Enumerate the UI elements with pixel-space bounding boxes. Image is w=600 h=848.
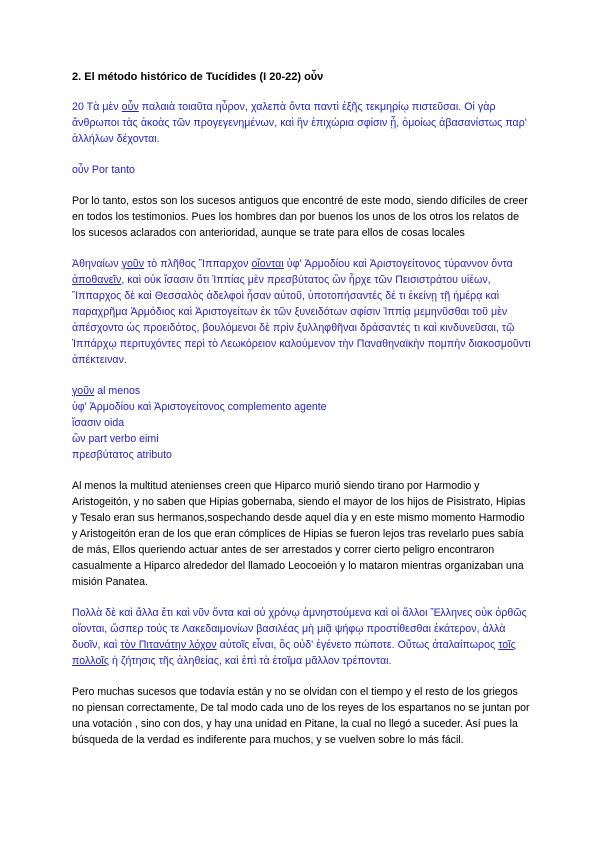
greek-passage-1 — [72, 99, 532, 147]
translation-1: Por lo tanto, estos son los sucesos antiguos que encontré de este modo, siendo difíciles de creer en todos los testimonios. Pues los hombres dan por buenos los unos de los otros los relatos de los sucesos aclarados con anterioridad, aunque se trate para ellos de cosas locales — [72, 195, 528, 239]
greek-passage-3-text-e: ἡ ζήτησις τῆς ἀληθείας, καὶ ἐπὶ τὰ ἑτοῖμα μᾶλλον τρέπονται. — [108, 655, 392, 667]
greek-passage-3-text-a: Πολλὰ δὲ καὶ ἄλλα ἔτι καὶ νῦν ὄντα καὶ οὐ χρόνῳ ἀμνηστούμενα καὶ οἱ ἄλλοι Ἕλληνες οὐκ ὀρθῶς οἴονται, ὥσπερ τούς τε Λακεδαιμονίων βασιλέας μὴ μιᾷ ψήφῳ προστίθεσθαι ἑκάτερον, ἀλλὰ δυοῖν, καὶ — [72, 607, 527, 651]
greek-passage-2-text-g: , καὶ οὐκ ἴσασιν ὅτι Ἱππίας μὲν πρεσβύτατος ὢν ἦρχε τῶν Πεισιστράτου υἱέων, Ἵππαρχος δὲ καὶ Θεσσαλὸς ἀδελφοὶ ἦσαν αὐτοῦ, ὑποτοπήσαντές δέ τι ἐκείνῃ τῇ ἡμέρᾳ καὶ παραχρῆμα Ἁρμόδιος καὶ Ἀριστογείτων ἐκ τῶν ξυνειδότων σφίσιν Ἱππίᾳ μεμηνῦσθαι τοῦ μὲν ἀπέσχοντο ὡς προειδότος, βουλόμενοι δὲ πρὶν ξυλληφθῆναι δράσαντές τι καὶ κινδυνεῦσαι, τῷ Ἱππάρχῳ περιτυχόντες περὶ τὸ Λεωκόρειον καλούμενον τὴν Παναθηναϊκὴν πομπὴν διακοσμοῦντι ἀπέκτειναν. — [72, 274, 531, 366]
greek-passage-2-text-e: ὑφ' Ἁρμοδίου καὶ Ἀριστογείτονος τύραννον ὄντα — [283, 258, 513, 270]
note-goun-term: γοῦν — [72, 385, 95, 397]
note-complemento-agente: ὑφ' Ἁρμοδίου καὶ Ἀριστογείτονος complemento agente — [72, 401, 327, 413]
underlined-apothanein: ἀποθανεῖν — [72, 274, 122, 286]
note-isasin: ἴσασιν oida — [72, 417, 125, 429]
grammar-notes — [72, 383, 532, 463]
underlined-tois-pollois: τοῖς πολλοῖς — [72, 639, 516, 667]
translation-2: Al menos la multitud atenienses creen que Hiparco murió siendo tirano por Harmodio y Aristogeitón, y no saben que Hipias gobernaba, siendo el mayor de los hijos de Pisistrato, Hipias y Tesalo eran sus hermanos,sospechando desde aquel día y en este mismo momento Harmodio y Aristogeitón eran de los que eran cómplices de Hipias se fueron lejos tras revelarlo pues sabía de más, Ellos queriendo actuar antes de ser arrestados y correr cierto peligro encontraron casualmente a Hiparco alrededor del llamado Leocoeión y lo mataron mientras organizaban una misión Panatea. — [72, 480, 526, 588]
greek-passage-1-text-c: παλαιὰ τοιαῦτα ηὗρον, χαλεπὰ ὄντα παντὶ ἑξῆς τεκμηρίῳ πιστεῦσαι. Οἱ γὰρ ἄνθρωποι τὰς ἀκοὰς τῶν προγεγενημένων, καὶ ἢν ἐπιχώρια σφίσιν ᾖ, ὁμοίως ἀβασανίστως παρ' ἀλλήλων δέχονται. — [72, 101, 527, 145]
greek-passage-3 — [72, 605, 532, 669]
greek-passage-1-text-a: 20 Τὰ μὲν — [72, 101, 122, 113]
translation-3: Pero muchas sucesos que todavía están y no se olvidan con el tiempo y el resto de los griegos no piensan correctamente, De tal modo cada uno de los reyes de los espartanos no se juntan por una votación , sino con dos, y hay una unidad en Pitane, la cual no llegó a suceder. Así pues la búsqueda de la verdad es indiferente para muchos, y se vuelven sobre lo más fácil. — [72, 686, 530, 746]
document-page — [72, 70, 532, 763]
note-goun-rest: al menos — [94, 385, 141, 397]
greek-passage-2 — [72, 256, 532, 368]
underlined-pitanaten-lochon: τὸν Πιτανάτην λόχον — [120, 639, 217, 651]
note-goun — [72, 383, 532, 399]
greek-passage-2-text-a: Ἀθηναίων — [72, 258, 122, 270]
note-on: ὢν part verbo eimi — [72, 433, 159, 445]
greek-passage-2-text-c: τὸ πλῆθος Ἵππαρχον — [144, 258, 252, 270]
underlined-oiontai: οἴονται — [251, 258, 284, 270]
greek-passage-3-text-c: αὐτοῖς εἶναι, ὃς οὐδ' ἐγένετο πώποτε. Οὕτως ἀταλαίπωρος — [216, 639, 499, 651]
underlined-oun: οὖν — [121, 101, 139, 113]
note-presbytatos: πρεσβύτατος atributo — [72, 449, 172, 461]
section-heading: 2. El método histórico de Tucídides (I 20-22) οὖν — [72, 71, 324, 83]
vocab-note-oun: οὖν Por tanto — [72, 164, 135, 176]
underlined-goun: γοῦν — [121, 258, 145, 270]
